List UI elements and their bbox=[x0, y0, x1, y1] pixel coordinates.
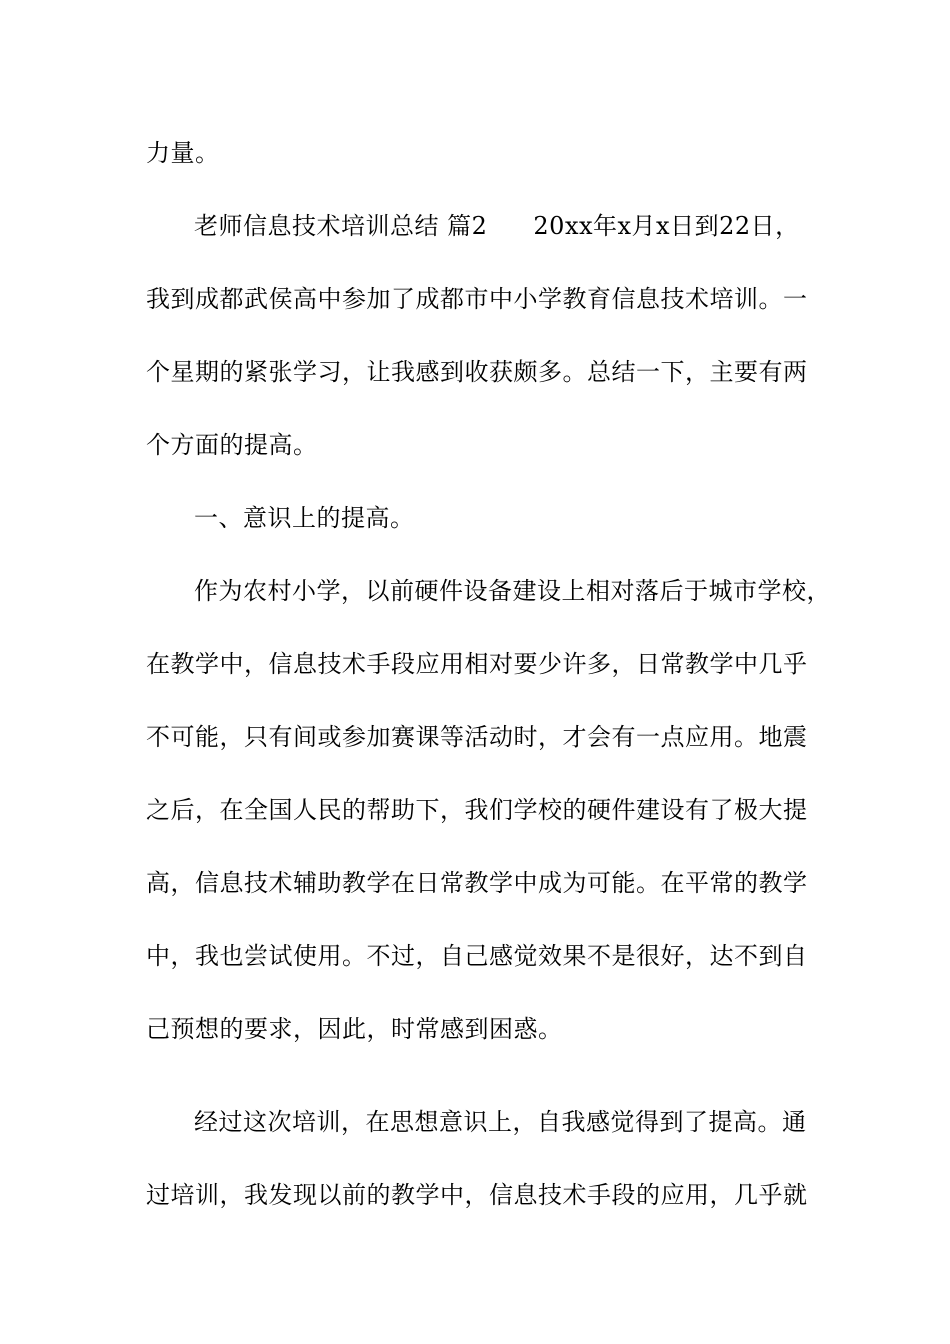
section-heading-line bbox=[194, 211, 874, 241]
date-range-text: 20xx年x月x日到22日， bbox=[533, 212, 800, 240]
text-line: 高，信息技术辅助教学在日常教学中成为可能。在平常的教学 bbox=[146, 869, 808, 897]
text-line: 个星期的紧张学习，让我感到收获颇多。总结一下，主要有两 bbox=[146, 358, 808, 386]
text-line: 作为农村小学，以前硬件设备建设上相对落后于城市学校， bbox=[194, 577, 831, 605]
subheading: 一、意识上的提高。 bbox=[194, 504, 415, 532]
section-title: 老师信息技术培训总结 篇2 bbox=[194, 212, 488, 240]
text-line: 个方面的提高。 bbox=[146, 431, 318, 459]
text-line: 之后，在全国人民的帮助下，我们学校的硬件建设有了极大提 bbox=[146, 796, 808, 824]
text-line: 己预想的要求，因此，时常感到困惑。 bbox=[146, 1015, 563, 1043]
text-line: 不可能，只有间或参加赛课等活动时，才会有一点应用。地震 bbox=[146, 723, 808, 751]
text-line: 中，我也尝试使用。不过，自己感觉效果不是很好，达不到自 bbox=[146, 942, 808, 970]
text-line: 力量。 bbox=[146, 139, 220, 167]
text-line: 经过这次培训，在思想意识上，自我感觉得到了提高。通 bbox=[194, 1108, 807, 1136]
text-line: 我到成都武侯高中参加了成都市中小学教育信息技术培训。一 bbox=[146, 285, 808, 313]
text-line: 过培训，我发现以前的教学中，信息技术手段的应用，几乎就 bbox=[146, 1181, 808, 1209]
text-line: 在教学中，信息技术手段应用相对要少许多，日常教学中几乎 bbox=[146, 650, 808, 678]
